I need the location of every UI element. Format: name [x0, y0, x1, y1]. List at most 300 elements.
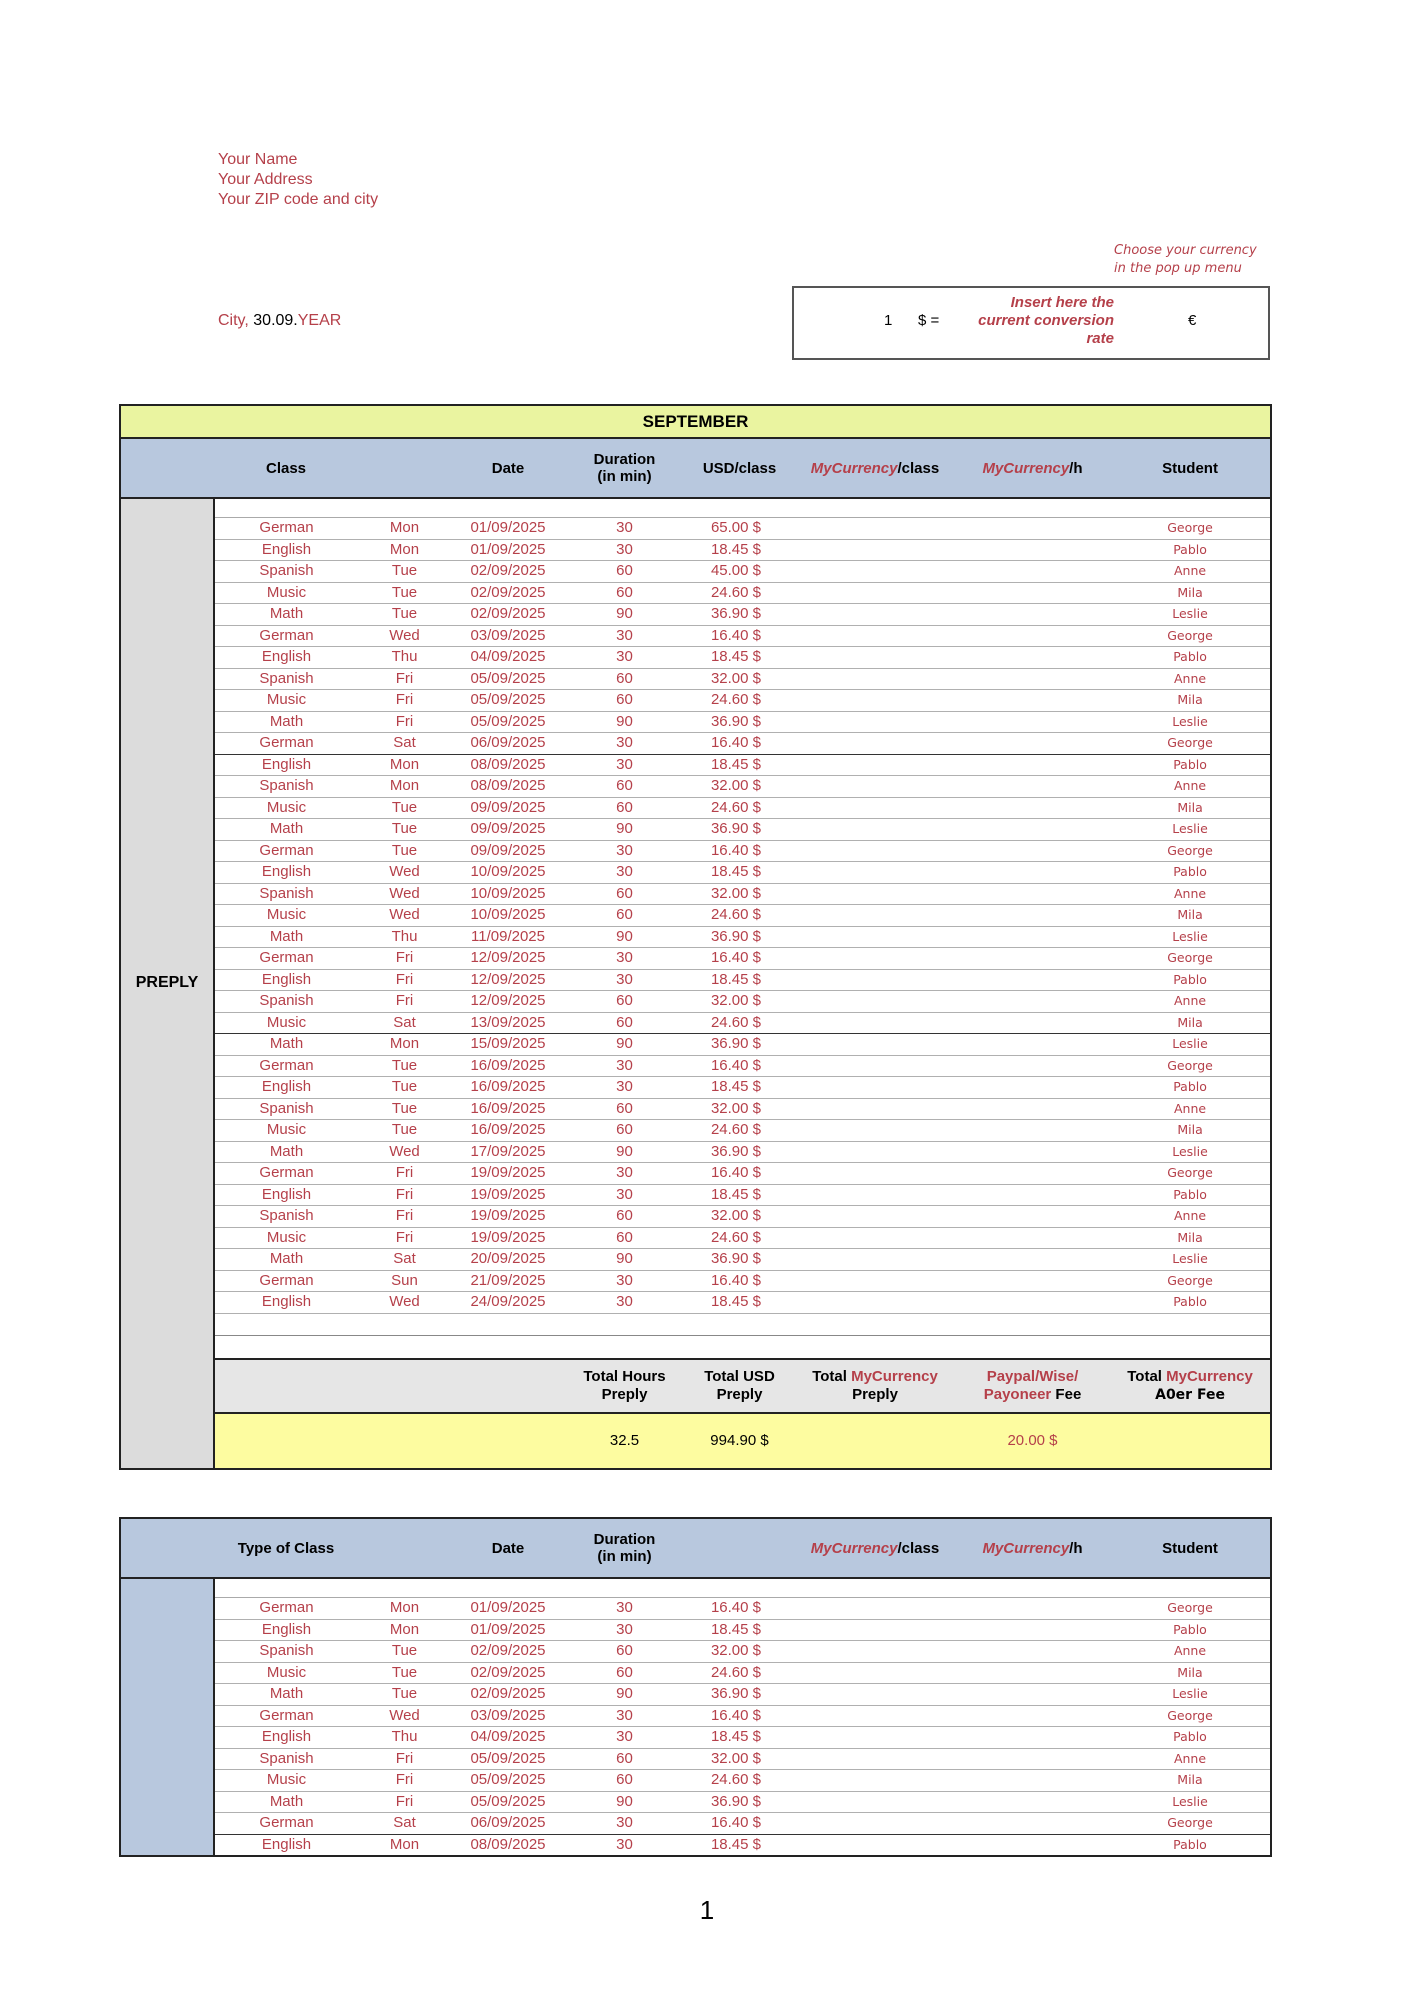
cell-student: Mila	[1110, 1120, 1271, 1142]
cell-usd: 18.45 $	[684, 754, 795, 776]
cell-day: Fri	[358, 969, 451, 991]
cell-student: Anne	[1110, 1206, 1271, 1228]
date-year: YEAR	[297, 312, 342, 329]
table-row	[120, 711, 1271, 733]
cell-class: English	[214, 1619, 358, 1641]
cell-student: Leslie	[1110, 1141, 1271, 1163]
cell-mycur-class	[795, 797, 955, 819]
cell-day: Wed	[358, 1292, 451, 1314]
cell-class: German	[214, 1163, 358, 1185]
cell-mycur-class	[795, 883, 955, 905]
cell-student: Mila	[1110, 1770, 1271, 1792]
cell-usd: 36.90 $	[684, 1791, 795, 1813]
cell-day: Mon	[358, 1034, 451, 1056]
cell-day: Fri	[358, 1770, 451, 1792]
cell-mycur-class	[795, 1270, 955, 1292]
cell-class: Spanish	[214, 776, 358, 798]
cell-student: Leslie	[1110, 819, 1271, 841]
cell-date: 05/09/2025	[451, 1770, 565, 1792]
cell-date: 08/09/2025	[451, 754, 565, 776]
cell-day: Sat	[358, 1249, 451, 1271]
cell-class: English	[214, 754, 358, 776]
cell-mycur-h	[955, 1705, 1110, 1727]
cell-date: 19/09/2025	[451, 1184, 565, 1206]
table-row	[120, 1141, 1271, 1163]
table-row	[120, 797, 1271, 819]
cell-usd: 36.90 $	[684, 1684, 795, 1706]
cell-student: Pablo	[1110, 1184, 1271, 1206]
cell-mycur-class	[795, 1619, 955, 1641]
cell-duration: 60	[565, 1641, 684, 1663]
table-row	[120, 1034, 1271, 1056]
cell-class: English	[214, 969, 358, 991]
cell-date: 05/09/2025	[451, 668, 565, 690]
cell-student: George	[1110, 1598, 1271, 1620]
cell-usd: 24.60 $	[684, 582, 795, 604]
table-row	[120, 862, 1271, 884]
cell-class: English	[214, 1292, 358, 1314]
cell-mycur-class	[795, 1141, 955, 1163]
cell-student: Mila	[1110, 1662, 1271, 1684]
cell-class: Music	[214, 1770, 358, 1792]
cell-class: English	[214, 1077, 358, 1099]
total-after-fee-label: Total MyCurrency A0er Fee	[1110, 1359, 1271, 1413]
cell-date: 08/09/2025	[451, 1834, 565, 1856]
cell-duration: 30	[565, 647, 684, 669]
cell-day: Tue	[358, 1662, 451, 1684]
table-row	[120, 776, 1271, 798]
cell-student: Pablo	[1110, 647, 1271, 669]
table-row	[120, 1055, 1271, 1077]
cell-day: Fri	[358, 1748, 451, 1770]
cell-day: Mon	[358, 1619, 451, 1641]
cell-student: Leslie	[1110, 1684, 1271, 1706]
cell-mycur-h	[955, 1055, 1110, 1077]
cell-class: Math	[214, 819, 358, 841]
cell-student: Anne	[1110, 1098, 1271, 1120]
table-row	[120, 518, 1271, 540]
cell-usd: 45.00 $	[684, 561, 795, 583]
cell-mycur-class	[795, 862, 955, 884]
cell-class: English	[214, 1727, 358, 1749]
cell-date: 19/09/2025	[451, 1227, 565, 1249]
cell-student: Mila	[1110, 797, 1271, 819]
cell-duration: 30	[565, 518, 684, 540]
fee-label: Paypal/Wise/ Payoneer Fee	[955, 1359, 1110, 1413]
cell-duration: 30	[565, 1163, 684, 1185]
cell-duration: 60	[565, 561, 684, 583]
col-mycur-class-2: MyCurrency/class	[795, 1518, 955, 1578]
cell-mycur-class	[795, 1120, 955, 1142]
cell-duration: 90	[565, 711, 684, 733]
total-hours-value: 32.5	[565, 1413, 684, 1469]
cell-mycur-class	[795, 1077, 955, 1099]
cell-class: Spanish	[214, 991, 358, 1013]
cell-class: German	[214, 1270, 358, 1292]
table-row	[120, 1598, 1271, 1620]
table-row	[120, 1292, 1271, 1314]
cell-duration: 60	[565, 668, 684, 690]
cell-duration: 30	[565, 969, 684, 991]
cell-student: Pablo	[1110, 539, 1271, 561]
cell-duration: 60	[565, 883, 684, 905]
cell-date: 05/09/2025	[451, 690, 565, 712]
cell-date: 16/09/2025	[451, 1077, 565, 1099]
cell-mycur-h	[955, 711, 1110, 733]
cell-usd: 18.45 $	[684, 1619, 795, 1641]
cell-mycur-h	[955, 561, 1110, 583]
cell-mycur-h	[955, 969, 1110, 991]
total-usd-value: 994.90 $	[684, 1413, 795, 1469]
cell-class: German	[214, 518, 358, 540]
cell-day: Tue	[358, 1077, 451, 1099]
cell-mycur-class	[795, 1598, 955, 1620]
cell-date: 01/09/2025	[451, 1598, 565, 1620]
cell-mycur-h	[955, 1619, 1110, 1641]
cell-mycur-h	[955, 582, 1110, 604]
cell-mycur-class	[795, 733, 955, 755]
cell-duration: 90	[565, 819, 684, 841]
table-row	[120, 1619, 1271, 1641]
cell-duration: 30	[565, 1813, 684, 1835]
cell-mycur-h	[955, 539, 1110, 561]
cell-mycur-class	[795, 1227, 955, 1249]
cell-mycur-class	[795, 1705, 955, 1727]
table-row	[120, 647, 1271, 669]
cell-date: 02/09/2025	[451, 561, 565, 583]
cell-mycur-class	[795, 1098, 955, 1120]
cell-class: Music	[214, 690, 358, 712]
cell-day: Fri	[358, 1227, 451, 1249]
cell-mycur-class	[795, 561, 955, 583]
cell-day: Wed	[358, 1141, 451, 1163]
cell-usd: 18.45 $	[684, 1834, 795, 1856]
cell-usd: 24.60 $	[684, 1227, 795, 1249]
cell-duration: 30	[565, 948, 684, 970]
cell-class: Math	[214, 1141, 358, 1163]
col-mycur-h: MyCurrency/h	[955, 438, 1110, 498]
cell-class: Spanish	[214, 561, 358, 583]
cell-mycur-class	[795, 840, 955, 862]
table-row	[120, 1163, 1271, 1185]
cell-class: Music	[214, 582, 358, 604]
cell-usd: 16.40 $	[684, 1598, 795, 1620]
cell-mycur-h	[955, 1684, 1110, 1706]
table-row	[120, 1077, 1271, 1099]
cell-usd: 16.40 $	[684, 1055, 795, 1077]
side-label-2	[120, 1578, 214, 1856]
table-row	[120, 1770, 1271, 1792]
sender-name: Your Name	[218, 151, 298, 168]
cell-duration: 90	[565, 604, 684, 626]
cell-day: Tue	[358, 1120, 451, 1142]
cell-mycur-class	[795, 1791, 955, 1813]
cell-day: Tue	[358, 819, 451, 841]
cell-day: Thu	[358, 647, 451, 669]
cell-class: Spanish	[214, 1641, 358, 1663]
cell-date: 21/09/2025	[451, 1270, 565, 1292]
cell-usd: 32.00 $	[684, 883, 795, 905]
conversion-usd: $ =	[918, 312, 940, 329]
table-row	[120, 690, 1271, 712]
cell-date: 09/09/2025	[451, 840, 565, 862]
cell-mycur-h	[955, 1727, 1110, 1749]
cell-class: Math	[214, 604, 358, 626]
cell-student: Mila	[1110, 905, 1271, 927]
cell-usd: 24.60 $	[684, 797, 795, 819]
table-row	[120, 1813, 1271, 1835]
cell-duration: 60	[565, 1012, 684, 1034]
cell-duration: 60	[565, 1748, 684, 1770]
cell-day: Sat	[358, 1813, 451, 1835]
cell-day: Mon	[358, 776, 451, 798]
cell-date: 03/09/2025	[451, 1705, 565, 1727]
table-row	[120, 1227, 1271, 1249]
cell-class: Math	[214, 1791, 358, 1813]
cell-date: 16/09/2025	[451, 1098, 565, 1120]
cell-class: German	[214, 948, 358, 970]
sender-zip-city: Your ZIP code and city	[218, 191, 379, 208]
cell-duration: 30	[565, 539, 684, 561]
cell-date: 02/09/2025	[451, 1641, 565, 1663]
cell-student: Pablo	[1110, 754, 1271, 776]
cell-mycur-h	[955, 926, 1110, 948]
cell-class: Spanish	[214, 883, 358, 905]
cell-usd: 32.00 $	[684, 1206, 795, 1228]
cell-mycur-class	[795, 711, 955, 733]
table-row	[120, 604, 1271, 626]
cell-class: Music	[214, 1227, 358, 1249]
cell-class: Math	[214, 926, 358, 948]
table-row	[120, 539, 1271, 561]
cell-mycur-class	[795, 1684, 955, 1706]
cell-duration: 60	[565, 1206, 684, 1228]
cell-mycur-h	[955, 1206, 1110, 1228]
cell-usd: 18.45 $	[684, 539, 795, 561]
cell-student: Anne	[1110, 991, 1271, 1013]
cell-usd: 24.60 $	[684, 1662, 795, 1684]
cell-mycur-h	[955, 518, 1110, 540]
cell-duration: 30	[565, 1292, 684, 1314]
cell-student: George	[1110, 1705, 1271, 1727]
cell-duration: 60	[565, 1662, 684, 1684]
cell-mycur-class	[795, 1055, 955, 1077]
cell-usd: 18.45 $	[684, 1184, 795, 1206]
cell-date: 12/09/2025	[451, 991, 565, 1013]
cell-student: George	[1110, 1163, 1271, 1185]
cell-mycur-h	[955, 754, 1110, 776]
cell-class: Music	[214, 905, 358, 927]
cell-date: 06/09/2025	[451, 1813, 565, 1835]
cell-mycur-class	[795, 948, 955, 970]
cell-class: English	[214, 539, 358, 561]
cell-duration: 90	[565, 1684, 684, 1706]
cell-mycur-h	[955, 840, 1110, 862]
cell-duration: 30	[565, 1598, 684, 1620]
col-type: Type of Class	[214, 1518, 358, 1578]
cell-day: Wed	[358, 905, 451, 927]
cell-mycur-h	[955, 1813, 1110, 1835]
cell-day: Tue	[358, 604, 451, 626]
place-city: City,	[218, 312, 254, 329]
cell-class: Spanish	[214, 1098, 358, 1120]
cell-class: German	[214, 1705, 358, 1727]
table-row	[120, 754, 1271, 776]
cell-mycur-class	[795, 625, 955, 647]
cell-duration: 30	[565, 1055, 684, 1077]
cell-date: 01/09/2025	[451, 518, 565, 540]
currency-select[interactable]: €	[1188, 312, 1197, 329]
cell-usd: 16.40 $	[684, 733, 795, 755]
cell-mycur-h	[955, 1249, 1110, 1271]
cell-class: Music	[214, 1120, 358, 1142]
cell-mycur-class	[795, 776, 955, 798]
cell-class: German	[214, 733, 358, 755]
cell-day: Mon	[358, 539, 451, 561]
conversion-amount: 1	[884, 312, 893, 329]
cell-student: Leslie	[1110, 926, 1271, 948]
cell-usd: 18.45 $	[684, 1727, 795, 1749]
cell-day: Fri	[358, 690, 451, 712]
cell-date: 12/09/2025	[451, 969, 565, 991]
table-row	[120, 1834, 1271, 1856]
cell-day: Wed	[358, 883, 451, 905]
cell-class: Music	[214, 1012, 358, 1034]
cell-student: George	[1110, 1055, 1271, 1077]
cell-mycur-h	[955, 1598, 1110, 1620]
col-class: Class	[214, 438, 358, 498]
cell-usd: 18.45 $	[684, 862, 795, 884]
cell-usd: 32.00 $	[684, 1748, 795, 1770]
table-row	[120, 1748, 1271, 1770]
september-table	[119, 404, 1272, 1470]
cell-mycur-h	[955, 1184, 1110, 1206]
table-row	[120, 1727, 1271, 1749]
cell-day: Sat	[358, 733, 451, 755]
table-row	[120, 733, 1271, 755]
cell-student: Mila	[1110, 690, 1271, 712]
cell-mycur-h	[955, 1012, 1110, 1034]
cell-usd: 16.40 $	[684, 1813, 795, 1835]
sender-block	[218, 150, 378, 210]
col-date-2: Date	[451, 1518, 565, 1578]
cell-student: Leslie	[1110, 1791, 1271, 1813]
cell-mycur-h	[955, 905, 1110, 927]
cell-usd: 36.90 $	[684, 1249, 795, 1271]
cell-mycur-h	[955, 948, 1110, 970]
table-row	[120, 561, 1271, 583]
cell-duration: 60	[565, 797, 684, 819]
cell-class: English	[214, 862, 358, 884]
cell-mycur-h	[955, 1034, 1110, 1056]
cell-date: 02/09/2025	[451, 1684, 565, 1706]
cell-mycur-h	[955, 1641, 1110, 1663]
cell-date: 01/09/2025	[451, 539, 565, 561]
cell-duration: 90	[565, 1034, 684, 1056]
cell-student: Pablo	[1110, 1292, 1271, 1314]
cell-usd: 24.60 $	[684, 1770, 795, 1792]
cell-class: Math	[214, 1034, 358, 1056]
cell-usd: 18.45 $	[684, 1077, 795, 1099]
cell-usd: 36.90 $	[684, 604, 795, 626]
cell-mycur-class	[795, 1641, 955, 1663]
cell-usd: 24.60 $	[684, 1120, 795, 1142]
date-day: 30.09.	[253, 312, 298, 329]
cell-mycur-class	[795, 1249, 955, 1271]
cell-mycur-class	[795, 518, 955, 540]
cell-mycur-h	[955, 733, 1110, 755]
table-row	[120, 1206, 1271, 1228]
cell-class: English	[214, 647, 358, 669]
cell-student: Mila	[1110, 1227, 1271, 1249]
cell-mycur-h	[955, 1662, 1110, 1684]
cell-usd: 16.40 $	[684, 840, 795, 862]
place-date	[218, 312, 341, 330]
cell-mycur-class	[795, 1834, 955, 1856]
cell-class: Spanish	[214, 668, 358, 690]
cell-mycur-h	[955, 1227, 1110, 1249]
cell-day: Mon	[358, 518, 451, 540]
cell-duration: 60	[565, 582, 684, 604]
cell-date: 10/09/2025	[451, 883, 565, 905]
cell-day: Wed	[358, 1705, 451, 1727]
cell-mycur-h	[955, 1748, 1110, 1770]
table-row	[120, 582, 1271, 604]
cell-mycur-h	[955, 883, 1110, 905]
conversion-rate-input[interactable]: Insert here the current conversion rate	[978, 294, 1114, 347]
cell-student: Anne	[1110, 1748, 1271, 1770]
cell-class: Spanish	[214, 1748, 358, 1770]
col-duration: Duration (in min)	[565, 438, 684, 498]
cell-date: 16/09/2025	[451, 1120, 565, 1142]
cell-class: Spanish	[214, 1206, 358, 1228]
table-row	[120, 1641, 1271, 1663]
cell-usd: 32.00 $	[684, 1641, 795, 1663]
cell-day: Fri	[358, 1163, 451, 1185]
cell-usd: 36.90 $	[684, 711, 795, 733]
cell-class: German	[214, 625, 358, 647]
cell-duration: 30	[565, 625, 684, 647]
cell-mycur-class	[795, 1184, 955, 1206]
cell-student: Pablo	[1110, 862, 1271, 884]
cell-date: 11/09/2025	[451, 926, 565, 948]
cell-day: Tue	[358, 797, 451, 819]
conversion-box	[792, 286, 1270, 360]
table-row	[120, 883, 1271, 905]
cell-mycur-h	[955, 625, 1110, 647]
col-mycur-h-2: MyCurrency/h	[955, 1518, 1110, 1578]
cell-date: 04/09/2025	[451, 647, 565, 669]
cell-mycur-h	[955, 1077, 1110, 1099]
cell-day: Thu	[358, 1727, 451, 1749]
cell-usd: 36.90 $	[684, 1034, 795, 1056]
cell-day: Mon	[358, 1598, 451, 1620]
cell-day: Mon	[358, 754, 451, 776]
fee-value: 20.00 $	[955, 1413, 1110, 1469]
cell-mycur-h	[955, 1270, 1110, 1292]
cell-date: 09/09/2025	[451, 797, 565, 819]
cell-date: 05/09/2025	[451, 1748, 565, 1770]
cell-student: Leslie	[1110, 711, 1271, 733]
cell-mycur-h	[955, 604, 1110, 626]
col-student: Student	[1110, 438, 1271, 498]
cell-student: Pablo	[1110, 1727, 1271, 1749]
table-row	[120, 840, 1271, 862]
cell-usd: 18.45 $	[684, 647, 795, 669]
cell-mycur-h	[955, 819, 1110, 841]
cell-usd: 16.40 $	[684, 948, 795, 970]
cell-mycur-class	[795, 1748, 955, 1770]
